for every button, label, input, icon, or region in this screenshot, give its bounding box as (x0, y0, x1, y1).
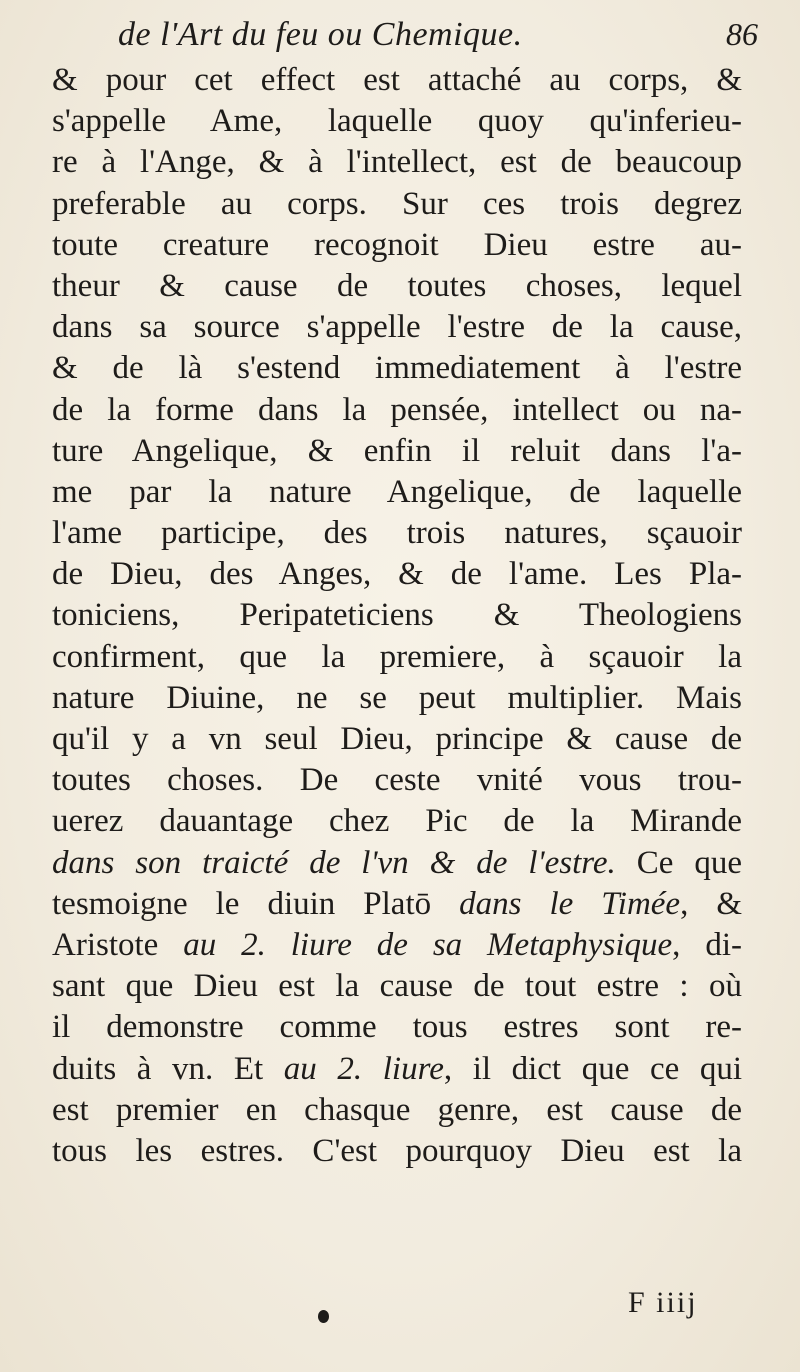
text-line: toniciens, Peripateticiens & Theologiens (52, 597, 742, 634)
text-line (52, 884, 742, 925)
text-line: preferable au corps. Sur ces trois degrez (52, 185, 742, 222)
text-line: toute creature recognoit Dieu estre au- (52, 226, 742, 263)
text-line: & de là s'estend immediatement à l'estre (52, 350, 742, 387)
text-line: uerez dauantage chez Pic de la Mirande (52, 803, 742, 840)
citation-italic: au 2. liure (283, 1050, 444, 1087)
text-run: , di- (672, 926, 742, 963)
text-line: s'appelle Ame, laquelle quoy qu'inferieu- (52, 103, 742, 140)
text-line (52, 925, 742, 966)
text-run: Aristote (52, 926, 184, 963)
text-line: qu'il y a vn seul Dieu, principe & cause de (52, 721, 742, 757)
citation-italic: dans son traicté de l'vn & de l'estre. (52, 844, 616, 881)
page-number: 86 (726, 16, 758, 52)
text-run: , & (680, 885, 743, 922)
text-line: toutes choses. De ceste vnité vous trou- (52, 762, 742, 799)
text-line: il demonstre comme tous estres sont re- (52, 1009, 742, 1046)
text-line: re à l'Ange, & à l'intellect, est de beaucoup (52, 144, 742, 181)
signature-mark: F iiij (628, 1286, 698, 1319)
text-line: tous les estres. C'est pourquoy Dieu est la (52, 1132, 742, 1169)
text-line: nature Diuine, ne se peut multiplier. Mais (52, 679, 742, 716)
text-line: me par la nature Angelique, de laquelle (52, 473, 742, 510)
text-line: theur & cause de toutes choses, lequel (52, 267, 742, 304)
text-line: sant que Dieu est la cause de tout estre : où (52, 968, 742, 1005)
running-head: de l'Art du feu ou Chemique. (118, 16, 523, 53)
text-line: l'ame participe, des trois natures, sçauoir (52, 515, 742, 552)
body-text (52, 60, 742, 1172)
text-run: tesmoigne le diuin Platō (52, 885, 460, 922)
citation-italic: dans le Timée (459, 885, 681, 922)
text-line: de Dieu, des Anges, & de l'ame. Les Pla- (52, 556, 742, 593)
citation-italic: au 2. liure de sa Metaphysique (183, 926, 673, 963)
ink-dot (318, 1310, 329, 1323)
text-line: de la forme dans la pensée, intellect ou na- (52, 391, 742, 428)
text-line: dans sa source s'appelle l'estre de la cause, (52, 309, 742, 346)
text-line: ture Angelique, & enfin il reluit dans l'a- (52, 432, 742, 469)
page-header (118, 10, 758, 60)
text-line (52, 1049, 742, 1090)
text-line (52, 843, 742, 884)
text-line: confirment, que la premiere, à sçauoir la (52, 638, 742, 675)
text-run: Ce que (615, 844, 743, 881)
text-run: , il dict que ce qui (443, 1050, 742, 1087)
text-run: duits à vn. Et (52, 1050, 284, 1087)
text-line: est premier en chasque genre, est cause de (52, 1091, 742, 1128)
text-line: & pour cet effect est attaché au corps, & (52, 62, 742, 98)
